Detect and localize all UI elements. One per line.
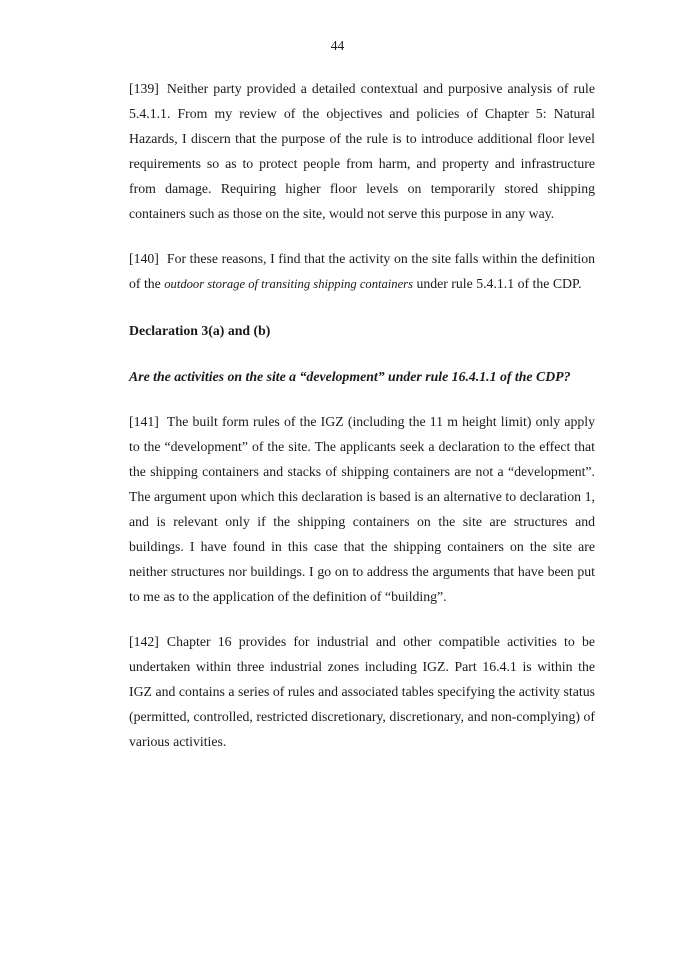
paragraph-number: [141] [129,414,159,429]
paragraph-142 [129,629,595,754]
paragraph-text-after: under rule 5.4.1.1 of the CDP. [413,276,582,291]
paragraph-number: [139] [129,81,159,96]
paragraph-text: Chapter 16 provides for industrial and other compatible activities to be undertaken within three industrial zones including IGZ. Part 16.4.1 is within the IGZ and contains a series of rules and associated tables specifying the activity status (permitted, controlled, restricted discretionary, discretionary, and non-complying) of various activities. [129,634,595,749]
paragraph-number: [142] [129,634,159,649]
paragraph-141 [129,409,595,609]
paragraph-139 [129,76,595,226]
section-subheading: Are the activities on the site a “development” under rule 16.4.1.1 of the CDP? [129,369,571,384]
document-body [129,76,595,774]
page-number: 44 [330,38,345,53]
paragraph-text: The built form rules of the IGZ (including the 11 m height limit) only apply to the “development” of the site. The applicants seek a declaration to the effect that the shipping containers and stacks of shipping containers are not a “development”. The argument upon which this declaration is based is an alternative to declaration 1, and is relevant only if the shipping containers on the site are structures and buildings. I have found in this case that the shipping containers on the site are neither structures nor buildings. I go on to address the arguments that have been put to me as to the application of the definition of “building”. [129,414,595,604]
paragraph-text-before: For these reasons, I find that the activity on the site falls within the definition of the [129,251,595,291]
paragraph-number: [140] [129,251,159,266]
paragraph-140 [129,246,595,297]
section-heading: Declaration 3(a) and (b) [129,323,271,338]
defined-term: outdoor storage of transiting shipping containers [164,277,413,291]
paragraph-text: Neither party provided a detailed contextual and purposive analysis of rule 5.4.1.1. From my review of the objectives and policies of Chapter 5: Natural Hazards, I discern that the purpose of the rule is to introduce additional floor level requirements so as to protect people from harm, and property and infrastructure from damage. Requiring higher floor levels on temporarily stored shipping containers such as those on the site, would not serve this purpose in any way. [129,81,595,221]
